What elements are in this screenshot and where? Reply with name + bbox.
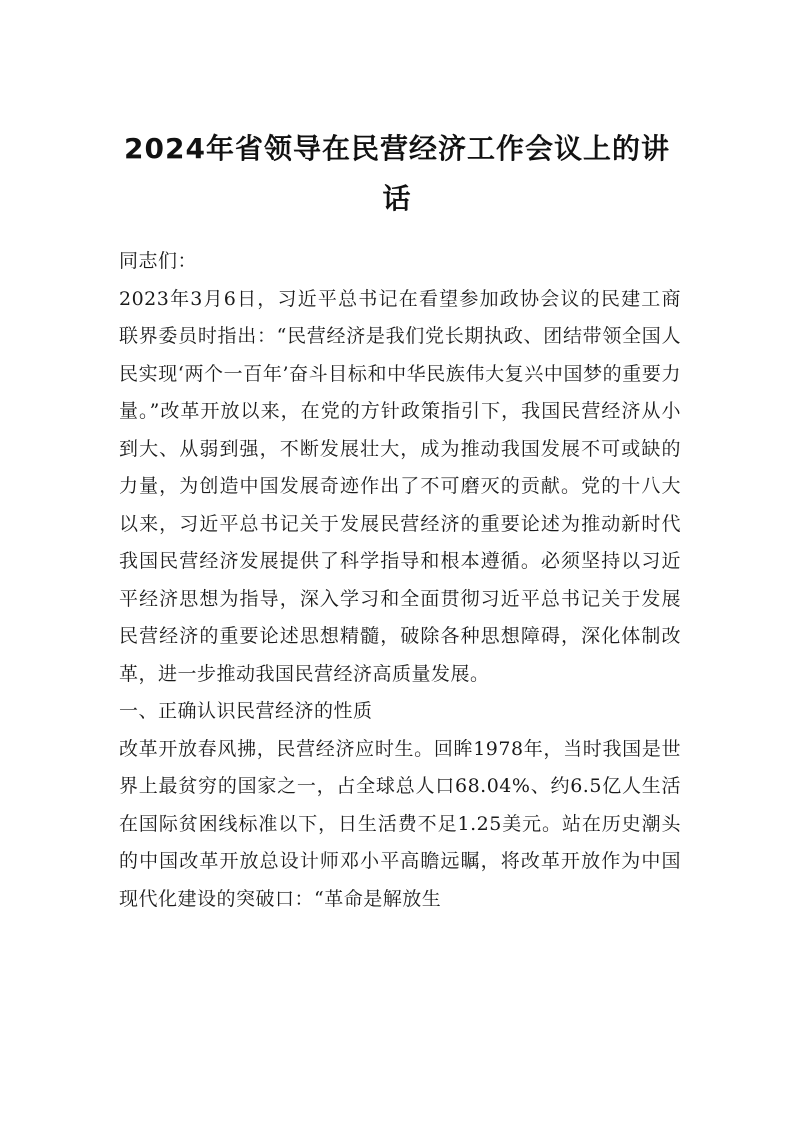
paragraph-intro: 2023年3月6日，习近平总书记在看望参加政协会议的民建工商联界委员时指出：“民营经济是我们党长期执政、团结带领全国人民实现‘两个一百年’奋斗目标和中华民族伟大复兴中国梦的重要力量。”改革开放以来，在党的方针政策指引下，我国民营经济从小到大、从弱到强，不断发展壮大，成为推动我国发展不可或缺的力量，为创造中国发展奇迹作出了不可磨灭的贡献。党的十八大以来，习近平总书记关于发展民营经济的重要论述为推动新时代我国民营经济发展提供了科学指导和根本遵循。必须坚持以习近平经济思想为指导，深入学习和全面贯彻习近平总书记关于发展民营经济的重要论述思想精髓，破除各种思想障碍，深化体制改革，进一步推动我国民营经济高质量发展。 bbox=[119, 287, 681, 685]
section-heading: 一、正确认识民营经济的性质 bbox=[119, 700, 373, 722]
paragraph-section-1: 改革开放春风拂，民营经济应时生。回眸1978年，当时我国是世界上最贫穷的国家之一，占全球总人口68.04%、约6.5亿人生活在国际贫困线标准以下，日生活费不足1.25美元。站在历史潮头的中国改革开放总设计师邓小平高瞻远瞩，将改革开放作为中国现代化建设的突破口：“革命是解放生 bbox=[119, 737, 681, 910]
document-body bbox=[119, 243, 681, 918]
document-title: 2024年省领导在民营经济工作会议上的讲话 bbox=[124, 132, 670, 215]
salutation: 同志们： bbox=[119, 250, 198, 272]
